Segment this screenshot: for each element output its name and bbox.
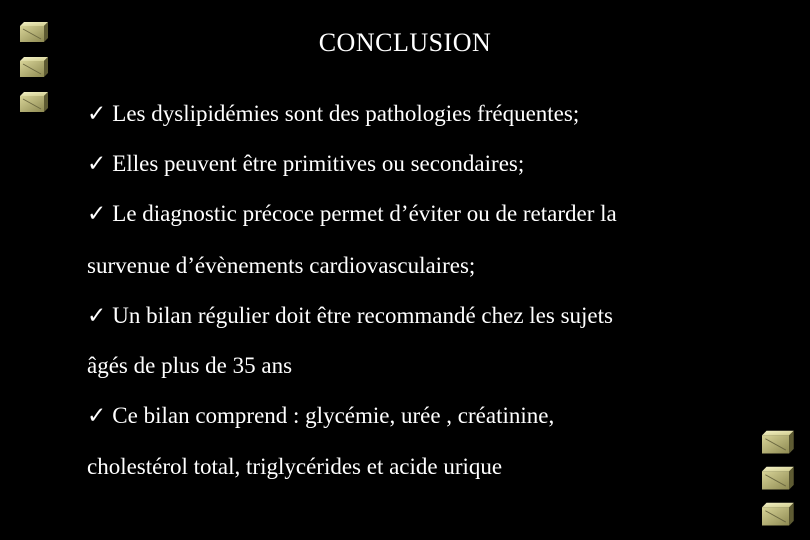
decorative-cube-icon bbox=[20, 55, 50, 77]
checkmark-icon: ✓ bbox=[87, 101, 107, 126]
bullet-text: Le diagnostic précoce permet d’éviter ou de retarder la bbox=[112, 201, 617, 226]
continuation-line bbox=[87, 253, 475, 279]
bullet-line bbox=[87, 201, 617, 227]
decorative-cube-icon bbox=[762, 464, 796, 490]
bullet-line bbox=[87, 151, 524, 177]
decorative-cube-icon bbox=[20, 90, 50, 112]
continuation-line bbox=[87, 353, 292, 379]
continuation-line bbox=[87, 454, 502, 480]
decorative-cube-icon bbox=[762, 428, 796, 454]
checkmark-icon: ✓ bbox=[87, 403, 107, 428]
bullet-text: Les dyslipidémies sont des pathologies fréquentes; bbox=[112, 101, 580, 126]
bullet-text: âgés de plus de 35 ans bbox=[87, 353, 293, 378]
slide-title: CONCLUSION bbox=[318, 28, 492, 57]
bullet-text: Un bilan régulier doit être recommandé chez les sujets bbox=[112, 303, 613, 328]
checkmark-icon: ✓ bbox=[87, 151, 107, 176]
bullet-text: Elles peuvent être primitives ou secondaires; bbox=[112, 151, 525, 176]
bullet-text: survenue d’évènements cardiovasculaires; bbox=[87, 253, 476, 278]
checkmark-icon: ✓ bbox=[87, 201, 107, 226]
checkmark-icon: ✓ bbox=[87, 303, 107, 328]
bullet-text: Ce bilan comprend : glycémie, urée , créatinine, bbox=[112, 403, 555, 428]
bullet-text: cholestérol total, triglycérides et acide urique bbox=[87, 454, 503, 479]
bullet-line bbox=[87, 101, 579, 127]
bullet-line bbox=[87, 403, 554, 429]
decorative-cube-icon bbox=[762, 500, 796, 526]
bullet-line bbox=[87, 303, 613, 329]
